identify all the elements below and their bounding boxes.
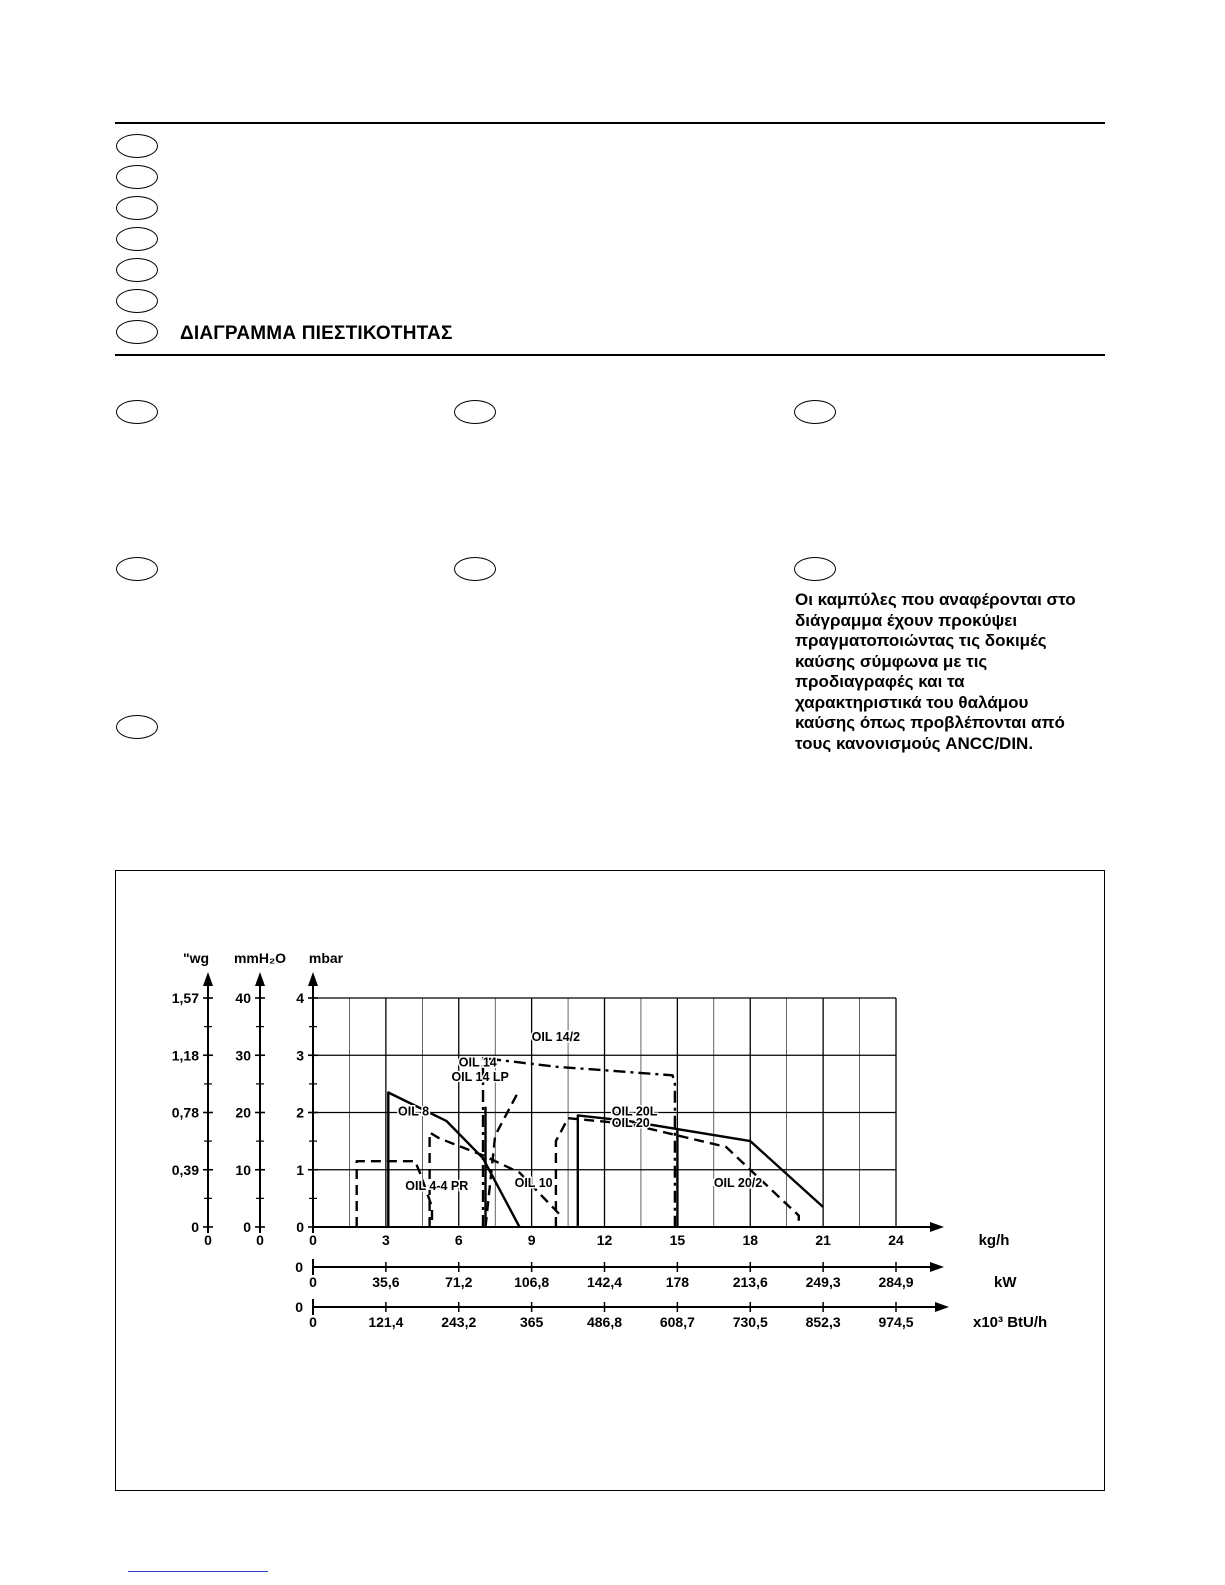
- secondary-x-tick-label: 178: [665, 1274, 690, 1290]
- secondary-x-tick-label: 249,3: [805, 1274, 841, 1290]
- y-tick-label: 1: [296, 1161, 304, 1178]
- series-label: OIL 4-4 PR: [405, 1178, 469, 1193]
- description-line: χαρακτηριστικά του θαλάμου: [795, 692, 1029, 712]
- top-rule: [115, 122, 1105, 124]
- language-marker-2: [116, 165, 158, 189]
- secondary-x-tick-label: 106,8: [514, 1274, 550, 1290]
- y-axis-arrow: [255, 972, 265, 986]
- x-axis-arrow: [930, 1222, 944, 1232]
- language-marker-3: [116, 196, 158, 220]
- secondary-x-tick-label: 852,3: [805, 1314, 841, 1330]
- y-tick-label: 0: [191, 1219, 199, 1235]
- language-marker-7: [116, 320, 158, 344]
- x-tick-label: 0: [309, 1232, 317, 1248]
- description-paragraph: [795, 590, 1095, 754]
- x-tick-label: 12: [596, 1232, 613, 1248]
- x-axis-title: kg/h: [978, 1232, 1010, 1249]
- x-tick-label: 24: [888, 1232, 904, 1248]
- secondary-x-tick-label: 365: [519, 1314, 544, 1330]
- series-label: OIL 20: [611, 1115, 650, 1130]
- language-marker-4: [116, 227, 158, 251]
- y-tick-label: 0,39: [171, 1161, 199, 1178]
- secondary-x-tick-label: 974,5: [878, 1314, 914, 1330]
- column-marker-7: [116, 715, 158, 739]
- column-marker-2: [454, 400, 496, 424]
- chart-frame: [115, 870, 1105, 1491]
- column-marker-1: [116, 400, 158, 424]
- y-axis-title: mbar: [308, 950, 344, 966]
- y-tick-label: 0: [243, 1219, 251, 1235]
- column-marker-4: [116, 557, 158, 581]
- secondary-x-tick-label: 0: [309, 1314, 317, 1330]
- series-label: OIL 8: [398, 1104, 430, 1119]
- secondary-x-tick-label: 730,5: [732, 1314, 768, 1330]
- description-line: καύσης σύμφωνα με τις: [795, 651, 988, 671]
- y-axis-arrow: [203, 972, 213, 986]
- secondary-x-axis-title: kW: [994, 1274, 1017, 1291]
- y-axis-arrow: [308, 972, 318, 986]
- series-label: OIL 10: [514, 1175, 553, 1190]
- secondary-x-tick-label: 121,4: [368, 1314, 404, 1330]
- secondary-x-axis-title: x10³ BtU/h: [973, 1314, 1048, 1331]
- description-line: καύσης όπως προβλέπονται από: [795, 713, 1065, 732]
- series-label: OIL 14: [458, 1055, 497, 1070]
- secondary-x-tick-label: 486,8: [586, 1314, 623, 1330]
- secondary-x-tick-label: 71,2: [445, 1274, 473, 1290]
- secondary-x-axis-arrow: [935, 1302, 949, 1312]
- footer-link-underline: [128, 1571, 268, 1572]
- series-label: OIL 20/2: [713, 1175, 763, 1190]
- y-tick-label: 20: [235, 1104, 251, 1121]
- description-line: προδιαγραφές και τα: [795, 672, 965, 691]
- series-label: OIL 20L: [611, 1104, 658, 1119]
- bottom-rule: [115, 354, 1105, 356]
- secondary-x-tick-label: 142,4: [586, 1274, 623, 1290]
- y-axis-origin-label: 0: [204, 1232, 212, 1248]
- description-line: διάγραμμα έχουν προκύψει: [795, 610, 1018, 630]
- x-tick-label: 21: [815, 1232, 831, 1248]
- y-tick-label: 1,18: [171, 1047, 199, 1064]
- secondary-x-tick-label: 0: [309, 1274, 317, 1290]
- secondary-x-tick-label: 35,6: [372, 1274, 400, 1290]
- language-marker-5: [116, 258, 158, 282]
- secondary-x-axis-origin-label: 0: [295, 1299, 303, 1315]
- series-label: OIL 14/2: [531, 1029, 581, 1044]
- y-tick-label: 2: [296, 1104, 304, 1121]
- secondary-x-tick-label: 243,2: [441, 1314, 477, 1330]
- y-tick-label: 40: [235, 990, 251, 1006]
- secondary-x-axis-origin-label: 0: [295, 1259, 303, 1275]
- y-tick-label: 1,57: [171, 990, 199, 1006]
- y-tick-label: 30: [235, 1047, 251, 1064]
- secondary-x-tick-label: 284,9: [878, 1274, 914, 1290]
- y-tick-label: 0: [296, 1219, 304, 1235]
- description-line: Οι καμπύλες που αναφέρονται στο: [795, 590, 1076, 609]
- description-line: τους κανονισμούς ANCC/DIN.: [795, 733, 1034, 753]
- y-axis-title: mmH₂O: [233, 950, 287, 966]
- secondary-x-tick-label: 608,7: [659, 1314, 695, 1330]
- x-tick-label: 3: [381, 1232, 390, 1248]
- language-marker-1: [116, 134, 158, 158]
- secondary-x-axis-arrow: [930, 1262, 944, 1272]
- x-tick-label: 15: [669, 1232, 686, 1248]
- series-label: OIL 14 LP: [451, 1070, 509, 1085]
- x-tick-label: 18: [742, 1232, 759, 1248]
- series-line-oil-4-4-pr: [357, 1161, 432, 1227]
- pressure-chart: [116, 871, 1103, 1489]
- y-axis-origin-label: 0: [256, 1232, 264, 1248]
- y-axis-title: "wg: [182, 950, 210, 966]
- column-marker-5: [454, 557, 496, 581]
- language-marker-6: [116, 289, 158, 313]
- x-tick-label: 6: [454, 1232, 463, 1248]
- column-marker-6: [794, 557, 836, 581]
- x-tick-label: 9: [527, 1232, 536, 1248]
- y-tick-label: 4: [296, 990, 304, 1006]
- y-tick-label: 3: [296, 1047, 304, 1064]
- series-line-oil-20l: [578, 1115, 823, 1227]
- y-tick-label: 10: [235, 1161, 251, 1178]
- description-line: πραγματοποιώντας τις δοκιμές: [795, 631, 1047, 650]
- secondary-x-tick-label: 213,6: [732, 1274, 768, 1290]
- y-tick-label: 0,78: [171, 1104, 199, 1121]
- section-heading: ΔΙΑΓΡΑΜΜΑ ΠΙΕΣΤΙΚΟΤΗΤΑΣ: [180, 323, 453, 344]
- column-marker-3: [794, 400, 836, 424]
